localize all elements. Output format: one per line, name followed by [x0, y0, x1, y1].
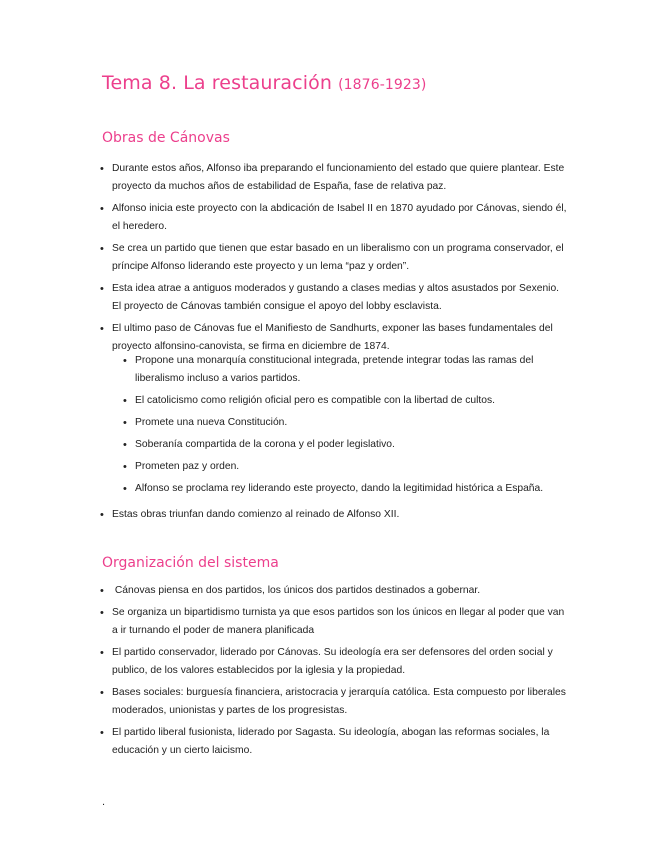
bullet: •: [123, 439, 127, 451]
obras-list: [0, 160, 568, 356]
list-item: [0, 684, 568, 720]
list-item: [0, 506, 568, 524]
list-item-text: Alfonso inicia este proyecto con la abdicación de Isabel II en 1870 ayudado por Cánovas, siendo él, el heredero.: [112, 203, 567, 232]
bullet: •: [123, 355, 127, 367]
section-heading-obras: Obras de Cánovas: [102, 130, 230, 146]
list-item-text: Durante estos años, Alfonso iba preparando el funcionamiento del estado que quiere plantear. Este proyecto da muchos años de estabilidad de España, fase de relativa paz.: [112, 163, 565, 192]
obras-sublist: [0, 352, 555, 498]
sublist-item: [0, 436, 555, 454]
obras-final-list: [0, 506, 568, 524]
sublist-item-text: Propone una monarquía constitucional integrada, pretende integrar todas las ramas del liberalismo incluso a varios partidos.: [135, 355, 534, 384]
organizacion-list: [0, 582, 568, 760]
list-item: [0, 604, 568, 640]
title-main: Tema 8. La restauración: [102, 72, 332, 94]
sublist-item: [0, 392, 555, 410]
bullet: •: [100, 203, 104, 215]
page-title: [102, 72, 426, 94]
list-item-text: El partido liberal fusionista, liderado por Sagasta. Su ideología, abogan las reformas sociales, la educación y un cierto laicismo.: [112, 727, 550, 756]
list-item-text: Cánovas piensa en dos partidos, los únicos dos partidos destinados a gobernar.: [112, 585, 481, 596]
bullet: •: [123, 483, 127, 495]
bullet: •: [100, 243, 104, 255]
bullet: •: [100, 687, 104, 699]
sublist-item-text: Prometen paz y orden.: [135, 461, 240, 472]
bullet: •: [123, 395, 127, 407]
sublist-item-text: El catolicismo como religión oficial pero es compatible con la libertad de cultos.: [135, 395, 495, 406]
list-item: [0, 320, 568, 356]
list-item: [0, 280, 568, 316]
bullet: •: [100, 647, 104, 659]
list-item-text: Bases sociales: burguesía financiera, aristocracia y jerarquía católica. Esta compuesto por liberales moderados, unionistas y partes de los progresistas.: [112, 687, 566, 716]
list-item: [0, 240, 568, 276]
sublist-item-text: Soberanía compartida de la corona y el poder legislativo.: [135, 439, 395, 450]
sublist-item: [0, 414, 555, 432]
bullet: •: [123, 461, 127, 473]
bullet: •: [100, 283, 104, 295]
list-item: [0, 582, 568, 600]
sublist-item: [0, 458, 555, 476]
bullet: •: [100, 727, 104, 739]
list-item-text: El ultimo paso de Cánovas fue el Manifiesto de Sandhurts, exponer las bases fundamentales del proyecto alfonsino-canovista, se firma en diciembre de 1874.: [112, 323, 553, 352]
sublist-item: [0, 352, 555, 388]
sublist-item-text: Alfonso se proclama rey liderando este proyecto, dando la legitimidad histórica a España.: [135, 483, 544, 494]
bullet: •: [100, 323, 104, 335]
bullet: •: [100, 163, 104, 175]
list-item: [0, 644, 568, 680]
list-item: [0, 724, 568, 760]
list-item-text: Se crea un partido que tienen que estar basado en un liberalismo con un programa conservador, el príncipe Alfonso liderando este proyecto y un lema “paz y orden”.: [112, 243, 564, 272]
sublist-item-text: Promete una nueva Constitución.: [135, 417, 288, 428]
section-heading-organizacion: Organización del sistema: [102, 555, 279, 571]
bullet: •: [100, 509, 104, 521]
list-item-text: Se organiza un bipartidismo turnista ya que esos partidos son los únicos en llegar al poder que van a ir turnando el poder de manera planificada: [112, 607, 565, 636]
title-years: (1876-1923): [338, 77, 427, 93]
sublist-item: [0, 480, 555, 498]
bullet: •: [100, 585, 104, 597]
bullet: •: [123, 417, 127, 429]
list-item-text: El partido conservador, liderado por Cánovas. Su ideología era ser defensores del orden social y publico, de los valores establecidos por la iglesia y la propiedad.: [112, 647, 553, 676]
footer-mark: .: [102, 796, 106, 808]
list-item-text: Estas obras triunfan dando comienzo al reinado de Alfonso XII.: [112, 509, 400, 520]
list-item: [0, 200, 568, 236]
bullet: •: [100, 607, 104, 619]
list-item-text: Esta idea atrae a antiguos moderados y gustando a clases medias y altos asustados por Sexenio. El proyecto de Cánovas también consigue el apoyo del lobby esclavista.: [112, 283, 560, 312]
list-item: [0, 160, 568, 196]
